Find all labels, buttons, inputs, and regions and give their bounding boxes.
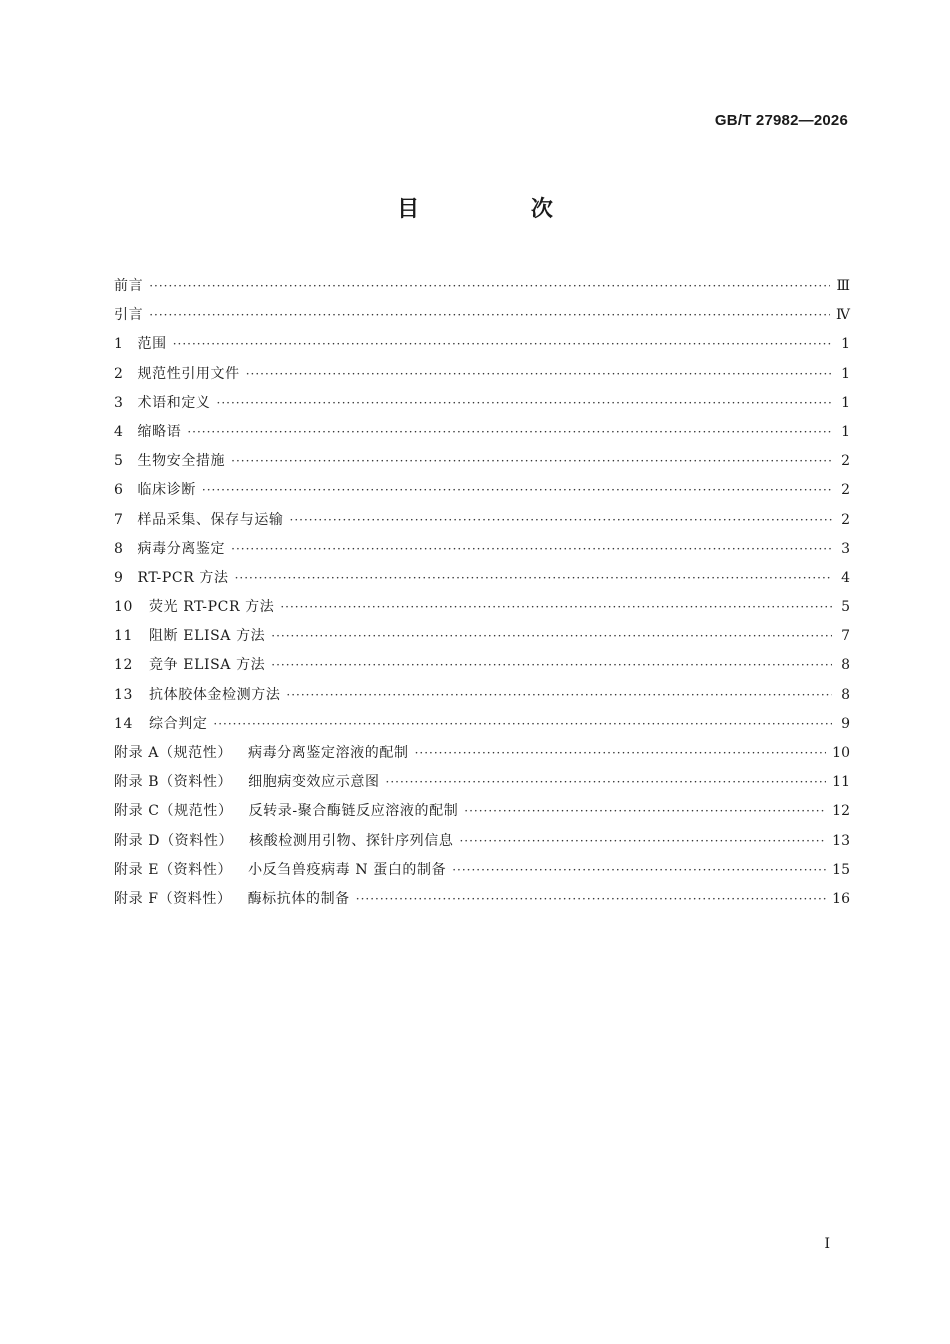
toc-entry-number: 1 <box>114 336 124 353</box>
toc-entry-6[interactable] <box>114 476 850 505</box>
toc-entry-page: 4 <box>841 569 850 586</box>
toc-entry-number: 10 <box>114 599 134 616</box>
toc-entry-11[interactable] <box>114 622 850 651</box>
toc-entry-number: 5 <box>114 453 124 470</box>
toc-leader-dots <box>271 651 832 680</box>
toc-entry-label: 反转录-聚合酶链反应溶液的配制 <box>248 803 459 820</box>
toc-entry-number: 13 <box>114 686 134 703</box>
toc-entry-label: RT-PCR 方法 <box>137 569 229 586</box>
toc-entry-label: 病毒分离鉴定溶液的配制 <box>247 745 409 761</box>
toc-leader-dots <box>271 622 832 651</box>
toc-entry-5[interactable] <box>114 447 850 476</box>
toc-entry-number: 6 <box>114 482 124 499</box>
toc-entry-page: 16 <box>832 890 850 907</box>
toc-leader-dots <box>231 535 832 564</box>
toc-entry-number: 14 <box>114 715 134 732</box>
toc-entry-label: 生物安全措施 <box>137 453 226 470</box>
toc-entry-label: 竞争 ELISA 方法 <box>149 657 266 674</box>
toc-entry-annex-d[interactable] <box>114 827 850 856</box>
toc-entry-number: 7 <box>114 511 124 528</box>
toc-entry-page: 2 <box>841 453 850 470</box>
toc-entry-page: 13 <box>832 832 850 849</box>
toc-entry-label: 综合判定 <box>149 715 208 732</box>
toc-entry-page: 1 <box>841 394 850 411</box>
toc-entry-label: 临床诊断 <box>137 482 196 499</box>
toc-leader-dots <box>217 389 832 418</box>
toc-entry-1[interactable] <box>114 330 850 359</box>
toc-entry-page: 2 <box>841 482 850 499</box>
toc-entry-label: 细胞病变效应示意图 <box>248 774 380 791</box>
toc-entry-number: 12 <box>114 657 134 674</box>
toc-entry-page: 8 <box>841 686 850 703</box>
toc-entry-number: 4 <box>114 423 124 440</box>
toc-leader-dots <box>202 476 832 505</box>
toc-entry-label: 核酸检测用引物、探针序列信息 <box>249 832 454 849</box>
toc-leader-dots <box>213 710 832 739</box>
toc-entry-annex-c[interactable] <box>114 797 850 826</box>
toc-entry-annex-e[interactable] <box>114 856 850 885</box>
toc-entry-page: 9 <box>841 715 850 732</box>
toc-entry-label: 术语和定义 <box>137 394 211 411</box>
toc-entry-number: 2 <box>114 365 124 382</box>
standard-code: GB/T 27982—2026 <box>714 112 848 129</box>
toc-leader-dots <box>415 739 827 768</box>
table-of-contents <box>114 272 850 914</box>
toc-entry-number: 9 <box>114 569 124 586</box>
toc-entry-annex-b[interactable] <box>114 768 850 797</box>
toc-entry-page: 10 <box>832 745 850 761</box>
toc-entry-7[interactable] <box>114 506 850 535</box>
toc-entry-12[interactable] <box>114 651 850 680</box>
toc-entry-number: 11 <box>114 628 134 645</box>
toc-entry-number: 3 <box>114 394 124 411</box>
toc-entry-page: 1 <box>841 423 850 440</box>
toc-leader-dots <box>231 447 832 476</box>
toc-entry-page: 3 <box>841 540 850 557</box>
toc-leader-dots <box>173 330 832 359</box>
toc-entry-page: 8 <box>841 657 850 674</box>
toc-entry-8[interactable] <box>114 535 850 564</box>
toc-leader-dots <box>386 768 827 797</box>
toc-entry-page: 2 <box>841 511 850 528</box>
toc-entry-annex-f[interactable] <box>114 885 850 914</box>
toc-entry-label: 抗体胶体金检测方法 <box>149 686 281 703</box>
toc-entry-page: 12 <box>832 803 850 820</box>
toc-leader-dots <box>290 506 832 535</box>
toc-leader-dots <box>149 301 830 330</box>
toc-leader-dots <box>459 827 826 856</box>
toc-entry-label: 前言 <box>114 278 144 294</box>
toc-entry-label: 范围 <box>137 336 167 353</box>
toc-entry-number: 8 <box>114 540 124 557</box>
toc-entry-label: 荧光 RT-PCR 方法 <box>149 599 275 616</box>
toc-entry-10[interactable] <box>114 593 850 622</box>
toc-entry-number: 附录 D（资料性） <box>114 832 234 849</box>
toc-entry-number: 附录 F（资料性） <box>114 890 232 907</box>
toc-entry-3[interactable] <box>114 389 850 418</box>
toc-entry-2[interactable] <box>114 360 850 389</box>
toc-entry-4[interactable] <box>114 418 850 447</box>
toc-entry-number: 附录 E（资料性） <box>114 861 233 878</box>
toc-entry-14[interactable] <box>114 710 850 739</box>
toc-entry-page: 1 <box>841 336 850 353</box>
toc-entry-label: 病毒分离鉴定 <box>137 540 226 557</box>
toc-entry-number: 附录 A（规范性） <box>114 745 232 761</box>
toc-leader-dots <box>149 272 830 301</box>
toc-entry-foreword[interactable] <box>114 272 850 301</box>
toc-entry-page: Ⅲ <box>836 278 850 294</box>
toc-entry-9[interactable] <box>114 564 850 593</box>
toc-entry-page: 1 <box>841 365 850 382</box>
toc-entry-label: 缩略语 <box>137 423 182 440</box>
toc-leader-dots <box>464 797 826 826</box>
toc-entry-page: 5 <box>841 599 850 616</box>
toc-leader-dots <box>235 564 832 593</box>
toc-leader-dots <box>187 418 832 447</box>
toc-entry-number: 附录 C（规范性） <box>114 803 233 820</box>
toc-entry-13[interactable] <box>114 681 850 710</box>
toc-leader-dots <box>356 885 826 914</box>
toc-entry-label: 酶标抗体的制备 <box>247 890 350 907</box>
toc-entry-page: 15 <box>832 861 850 878</box>
toc-entry-page: 11 <box>832 774 850 791</box>
toc-entry-number: 附录 B（资料性） <box>114 774 233 791</box>
toc-leader-dots <box>452 856 826 885</box>
toc-leader-dots <box>286 681 832 710</box>
page-title: 目 次 <box>397 197 605 222</box>
toc-entry-label: 小反刍兽疫病毒 N 蛋白的制备 <box>248 861 447 878</box>
toc-entry-label: 阻断 ELISA 方法 <box>149 628 266 645</box>
toc-entry-label: 引言 <box>114 307 144 324</box>
toc-entry-label: 规范性引用文件 <box>137 365 240 382</box>
toc-entry-annex-a[interactable] <box>114 739 850 768</box>
toc-entry-page: Ⅳ <box>836 307 850 324</box>
toc-entry-page: 7 <box>841 628 850 645</box>
toc-leader-dots <box>280 593 832 622</box>
toc-entry-label: 样品采集、保存与运输 <box>137 511 284 528</box>
toc-leader-dots <box>246 360 832 389</box>
toc-entry-introduction[interactable] <box>114 301 850 330</box>
page-number: Ⅰ <box>824 1236 830 1252</box>
